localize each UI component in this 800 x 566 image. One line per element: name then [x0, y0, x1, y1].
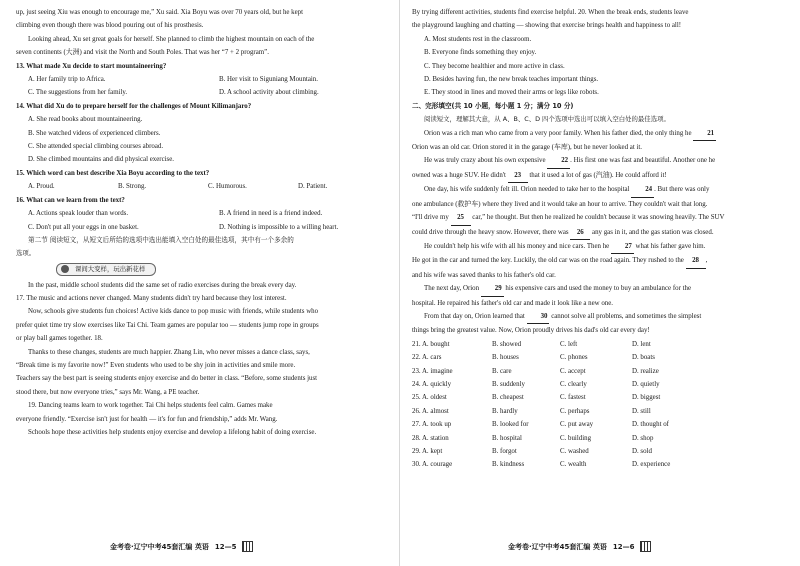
answer-option[interactable]: D. experience [632, 461, 671, 469]
cloze-text: “I'll drive my [412, 214, 451, 222]
answer-row [412, 432, 794, 445]
option[interactable]: A. Her family trip to Africa. [28, 76, 106, 84]
answer-option[interactable]: D. sold [632, 448, 652, 455]
passage-line: Schools hope these activities help students enjoy exercise and develop a lifelong habit of doing exercise. [28, 429, 317, 437]
passage-line: “Break time is my favorite now!” Even students who used to be shy join in activities and smile more. [16, 362, 296, 370]
answer-option[interactable]: 21. A. bought [412, 340, 450, 348]
option[interactable]: D. Nothing is impossible to a willing heart. [219, 223, 339, 231]
option[interactable]: C. Humorous. [208, 183, 247, 191]
option[interactable]: A. Proud. [28, 183, 55, 191]
answer-option[interactable]: 23. A. imagine [412, 367, 453, 375]
cloze-line [412, 211, 794, 225]
intro-line: seven continents (大洲) and visit the North and South Poles. That was her “7 + 2 program”. [16, 49, 269, 57]
intro-line: Looking ahead, Xu set great goals for herself. She planned to climb the highest mountain on each of the [28, 35, 315, 43]
answer-option[interactable]: 30. A. courage [412, 461, 453, 469]
cloze-line [412, 240, 794, 254]
cloze-blank[interactable]: 25 [451, 211, 471, 225]
cloze-text: his expensive cars and used the money to buy an ambulance for the [503, 285, 692, 293]
answer-row [412, 378, 794, 391]
answer-row [412, 351, 794, 364]
passage-line: In the past, middle school students did the same set of radio exercises during the break every day. [28, 281, 297, 289]
cloze-line [412, 141, 794, 154]
cloze-text: He was truly crazy about his own expensive [424, 157, 548, 165]
passage-title-banner [56, 263, 156, 276]
answer-row [412, 365, 794, 378]
question-14-stem: 14. What did Xu do to prepare herself for the challenges of Mount Kilimanjaro? [16, 102, 252, 110]
qr-code-icon [242, 541, 253, 552]
question-15-stem: 15. Which word can best describe Xia Boyu according to the text? [16, 169, 210, 177]
answer-option[interactable]: C. perhaps [560, 407, 590, 415]
answer-option[interactable]: D. thought of [632, 421, 669, 429]
cloze-text: hospital. He repaired his father's old car and made it look like a new one. [412, 299, 614, 307]
question-13-stem: 13. What made Xu decide to start mountaineering? [16, 62, 167, 70]
cloze-passage [412, 127, 794, 338]
cloze-text: He couldn't help his wife with all his money and nice cars. Then he [424, 242, 611, 250]
option[interactable]: A. Actions speak louder than words. [28, 210, 129, 218]
answer-option[interactable]: D. lent [632, 340, 651, 348]
answer-option[interactable]: B. cheapest [492, 394, 524, 402]
answer-option[interactable]: B. hospital [492, 434, 522, 442]
cloze-blank[interactable]: 26 [570, 226, 590, 240]
left-page [16, 6, 398, 440]
cloze-text: one ambulance (救护车) where they lived and it would take an hour to arrive. They couldn't wait that long. [412, 200, 708, 208]
option[interactable]: B. Her visit to Siguniang Mountain. [219, 76, 318, 84]
cloze-blank[interactable]: 29 [481, 282, 504, 296]
cloze-line [412, 226, 794, 240]
option[interactable]: A. Most students rest in the classroom. [424, 35, 532, 43]
passage-line: 17. The music and actions never changed. Many students didn't try hard because they lost interest. [16, 295, 287, 303]
cloze-text: He got in the car and turned the key. Luckily, the old car was on the road again. They rushed to the [412, 257, 686, 265]
footer-left [110, 541, 253, 552]
right-page [412, 6, 794, 472]
answer-option[interactable]: 27. A. took up [412, 421, 452, 429]
option[interactable]: D. Patient. [298, 183, 328, 191]
answer-option[interactable]: C. fastest [560, 394, 586, 402]
answer-option[interactable]: D. realize [632, 367, 659, 375]
answer-option[interactable]: C. clearly [560, 380, 587, 388]
answer-option[interactable]: C. left [560, 340, 578, 348]
answer-option[interactable]: 26. A. almost [412, 407, 449, 415]
passage-line: Teachers say the best part is seeing students enjoy exercise and do better in class. “Before, some students just [16, 375, 318, 383]
cloze-line [412, 183, 794, 197]
answer-option[interactable]: C. phones [560, 354, 588, 362]
cloze-text: any gas in it, and the gas station was closed. [590, 228, 714, 236]
cloze-text: . But there was only [654, 186, 710, 194]
footer-label: 金考卷·辽宁中考45套汇编 英语 [110, 542, 209, 551]
answer-option[interactable]: C. accept [560, 367, 586, 375]
answer-option[interactable]: B. looked for [492, 421, 529, 429]
cloze-text: . His first one was fast and beautiful. Another one he [570, 157, 716, 165]
answer-row [412, 338, 794, 351]
answer-option[interactable]: B. showed [492, 340, 522, 348]
cloze-blank[interactable]: 24 [631, 183, 654, 197]
cloze-text: things bring the greatest value. Now, Orion proudly drives his dad's old car every day! [412, 327, 650, 335]
option[interactable]: B. She watched videos of experienced climbers. [28, 129, 161, 137]
cloze-text: car,” he thought. But then he realized he couldn't because it was snowing heavily. The SUV [470, 214, 725, 222]
answer-option[interactable]: B. kindness [492, 461, 525, 469]
cloze-blank[interactable]: 27 [611, 240, 634, 254]
cloze-line [412, 169, 794, 183]
passage-title: 课间大变样，玩出新花样 [75, 264, 146, 273]
question-16-stem: 16. What can we learn from the text? [16, 196, 125, 204]
answer-option[interactable]: 28. A. station [412, 434, 449, 442]
answer-option[interactable]: C. put away [560, 421, 594, 429]
cloze-blank[interactable]: 21 [693, 127, 716, 141]
answer-row [412, 391, 794, 404]
option[interactable]: B. Everyone finds something they enjoy. [424, 49, 537, 57]
cloze-blank[interactable]: 22 [547, 154, 570, 168]
footer-label: 金考卷·辽宁中考45套汇编 英语 [508, 542, 607, 551]
cloze-blank[interactable]: 30 [527, 310, 550, 324]
answer-row [412, 405, 794, 418]
answer-option[interactable]: 24. A. quickly [412, 380, 452, 388]
option[interactable]: B. Strong. [118, 183, 147, 191]
passage-line: Thanks to these changes, students are much happier. Zhang Lin, who never misses a dance class, says, [28, 348, 310, 356]
intro-line: up, just seeing Xiu was enough to encourage me,” Xu said. Xia Boyu was over 70 years old, but he kept [16, 9, 304, 16]
answer-option[interactable]: B. care [492, 367, 512, 375]
cloze-blank[interactable]: 28 [686, 254, 706, 268]
option[interactable]: A. She read books about mountaineering. [28, 116, 143, 124]
passage-line: everyone friendly. “Exercise isn't just for health — it's for fun and friendship,” adds Mr. Wang. [16, 415, 278, 423]
option[interactable]: C. Don't put all your eggs in one basket. [28, 223, 139, 231]
answer-option[interactable]: D. quietly [632, 380, 660, 388]
answer-row [412, 458, 794, 471]
cloze-line [412, 282, 794, 296]
question-15-options [16, 180, 398, 193]
cloze-line [412, 198, 794, 211]
cloze-text: From that day on, Orion learned that [424, 312, 527, 320]
section-instructions: 选项。 [16, 249, 36, 258]
cloze-line [412, 154, 794, 168]
answer-option[interactable]: D. biggest [632, 394, 661, 402]
option[interactable]: E. They stood in lines and moved their arms or legs like robots. [424, 89, 599, 97]
question-16-options [16, 207, 398, 234]
qr-code-icon [640, 541, 651, 552]
passage-line: stood there, but now everyone tries,” says Mr. Wang, a PE teacher. [16, 388, 200, 396]
option[interactable]: C. The suggestions from her family. [28, 89, 128, 97]
cloze-text: The next day, Orion [424, 285, 481, 293]
section-instructions: 阅读短文，理解其大意，从 A、B、C、D 四个选项中选出可以填入空白处的最佳选项。 [424, 115, 670, 124]
option[interactable]: D. Besides having fun, the new break teaches important things. [424, 76, 599, 84]
answer-row [412, 418, 794, 431]
cloze-text: could drive through the heavy snow. However, there was [412, 228, 571, 236]
cloze-text: what his father gave him. [633, 242, 706, 250]
cloze-line [412, 324, 794, 337]
flower-icon [61, 265, 69, 273]
answer-option[interactable]: D. boats [632, 354, 655, 362]
footer-right [508, 541, 651, 552]
question-13-options [16, 73, 398, 100]
section-instructions: 第二节 阅读短文，从短文后所给的选项中选出能填入空白处的最佳选项，其中有一个多余的 [28, 235, 294, 244]
option[interactable]: D. She climbed mountains and did physical exercise. [28, 156, 175, 164]
answer-option[interactable]: B. houses [492, 354, 519, 362]
cloze-line [412, 297, 794, 310]
option[interactable]: B. A friend in need is a friend indeed. [219, 210, 323, 218]
answer-options [412, 338, 794, 472]
answer-row [412, 445, 794, 458]
cloze-text: that it used a lot of gas (汽油). He could afford it! [527, 171, 667, 179]
cloze-text: and his wife was saved thanks to his father's old car. [412, 271, 556, 279]
answer-option[interactable]: 29. A. kept [412, 448, 443, 455]
answer-option[interactable]: 22. A. cars [412, 354, 442, 362]
page-number: 12—5 [214, 542, 237, 551]
cloze-line [412, 254, 794, 268]
page-divider [399, 0, 400, 566]
cloze-blank[interactable]: 23 [508, 169, 528, 183]
passage-line: 19. Dancing teams learn to work together. Tai Chi helps students feel calm. Games make [28, 402, 273, 410]
cloze-text: Orion was an old car. Orion stored it in the garage (车库), but he never looked at it. [412, 144, 643, 152]
cloze-line [412, 127, 794, 141]
answer-option[interactable]: D. still [632, 407, 651, 415]
answer-option[interactable]: B. suddenly [492, 380, 525, 388]
passage-line: or play ball games together. 18. [16, 335, 103, 343]
cloze-text: One day, his wife suddenly felt ill. Orion needed to take her to the hospital [424, 186, 632, 194]
cloze-text: Orion was a rich man who came from a very poor family. When his father died, the only thing he [424, 129, 694, 137]
answer-option[interactable]: C. building [560, 434, 592, 442]
answer-option[interactable]: C. washed [560, 448, 589, 455]
option[interactable]: C. She attended special climbing courses abroad. [28, 143, 164, 151]
cloze-text: cannot solve all problems, and sometimes the simplest [549, 312, 702, 320]
intro-line: climbing even though there was blood pouring out of his prosthesis. [16, 22, 204, 30]
cloze-text: owned was a huge SUV. He didn't [412, 171, 508, 179]
passage-line: prefer quiet time try slow exercises like Tai Chi. Team games are popular too — students jump rope in groups [16, 321, 319, 329]
passage-line: the playground laughing and chatting — showing that exercise brings health and happiness to all! [412, 22, 682, 30]
answer-option[interactable]: 25. A. oldest [412, 394, 447, 402]
option[interactable]: C. They become healthier and more active in class. [424, 62, 565, 70]
answer-option[interactable]: C. wealth [560, 461, 587, 469]
option[interactable]: D. A school activity about climbing. [219, 89, 319, 97]
cloze-text: , [705, 257, 708, 265]
answer-option[interactable]: B. hardly [492, 407, 518, 415]
passage-line: By trying different activities, students find exercise helpful. 20. When the break ends, students leave [412, 9, 689, 16]
cloze-line [412, 269, 794, 282]
cloze-line [412, 310, 794, 324]
answer-option[interactable]: B. forgot [492, 448, 517, 455]
page-number: 12—6 [612, 542, 635, 551]
passage-line: Now, schools give students fun choices! Active kids dance to pop music with friends, while students who [28, 308, 319, 316]
section-title: 二、完形填空(共 10 小题，每小题 1 分；满分 10 分) [412, 101, 574, 110]
answer-option[interactable]: D. shop [632, 434, 654, 442]
